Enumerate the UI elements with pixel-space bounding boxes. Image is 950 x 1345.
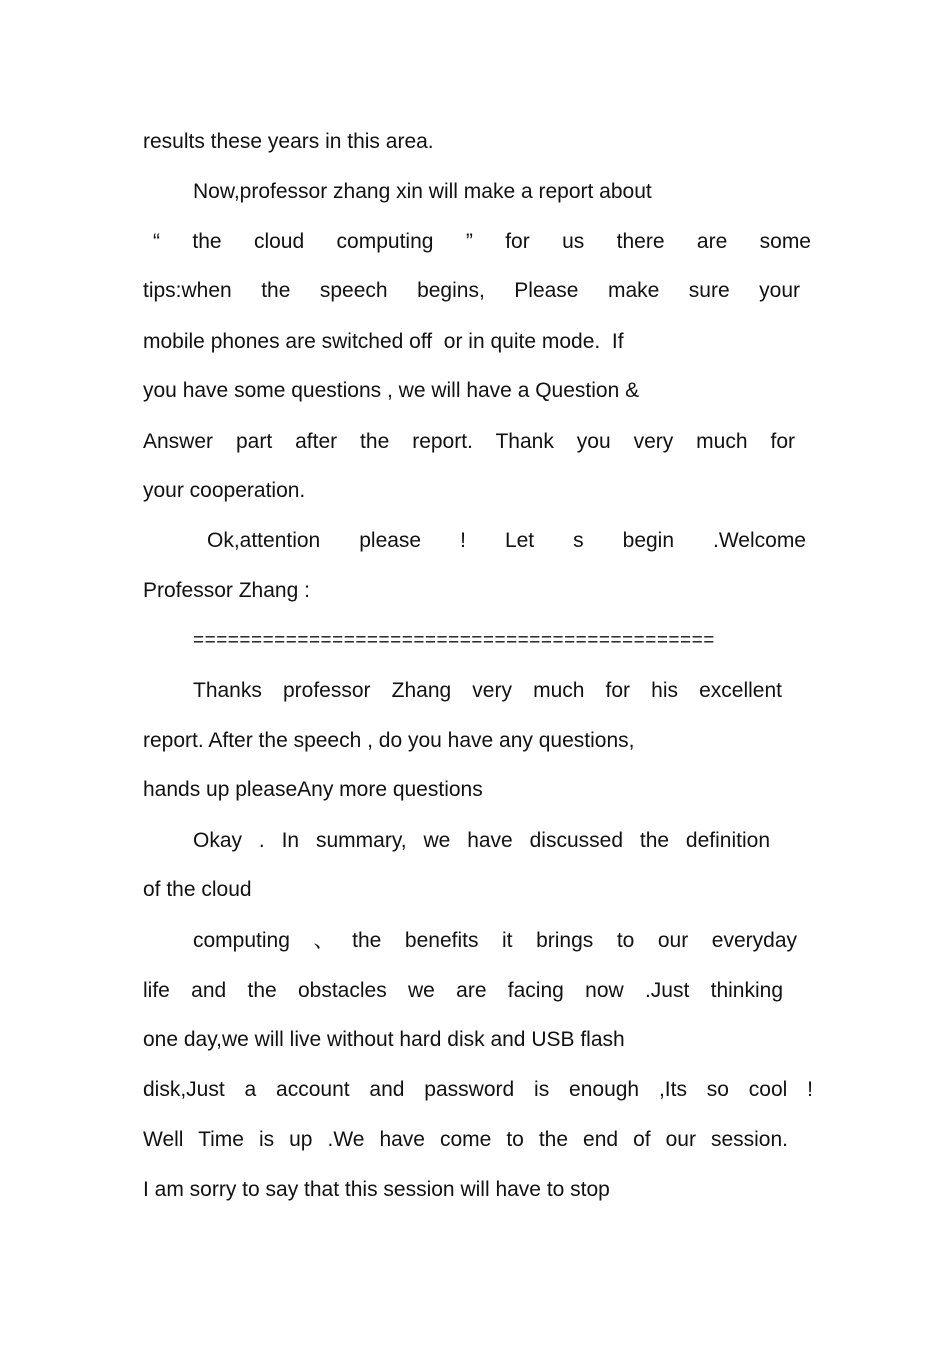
- text-line: mobile phones are switched off or in quite mode. If: [143, 330, 624, 353]
- text-line: Thanks professor Zhang very much for his excellent: [193, 679, 782, 702]
- text-line: your cooperation.: [143, 479, 306, 502]
- separator-line: =============================================: [193, 630, 715, 651]
- text-line: report. After the speech , do you have any questions,: [143, 729, 635, 752]
- text-line: disk,Just a account and password is enough ,Its so cool !: [143, 1078, 813, 1101]
- text-line: of the cloud: [143, 878, 252, 901]
- text-line: Now,professor zhang xin will make a report about: [193, 180, 652, 203]
- text-line: tips:when the speech begins, Please make sure your: [143, 279, 800, 302]
- text-line: you have some questions , we will have a Question &: [143, 379, 640, 402]
- text-line: Well Time is up .We have come to the end of our session.: [143, 1128, 788, 1151]
- text-line: Answer part after the report. Thank you very much for: [143, 430, 795, 453]
- text-line: “ the cloud computing ” for us there are some: [153, 230, 811, 253]
- text-line: Okay . In summary, we have discussed the definition: [193, 829, 770, 852]
- text-line: Professor Zhang :: [143, 579, 310, 602]
- text-line: I am sorry to say that this session will have to stop: [143, 1178, 610, 1201]
- text-line: life and the obstacles we are facing now .Just thinking: [143, 979, 783, 1002]
- text-line: Ok,attention please ! Let s begin .Welcome: [207, 529, 806, 552]
- text-line: one day,we will live without hard disk and USB flash: [143, 1028, 625, 1051]
- text-line: results these years in this area.: [143, 130, 434, 153]
- text-line: hands up pleaseAny more questions: [143, 778, 483, 801]
- text-line: computing 、the benefits it brings to our everyday: [193, 929, 797, 952]
